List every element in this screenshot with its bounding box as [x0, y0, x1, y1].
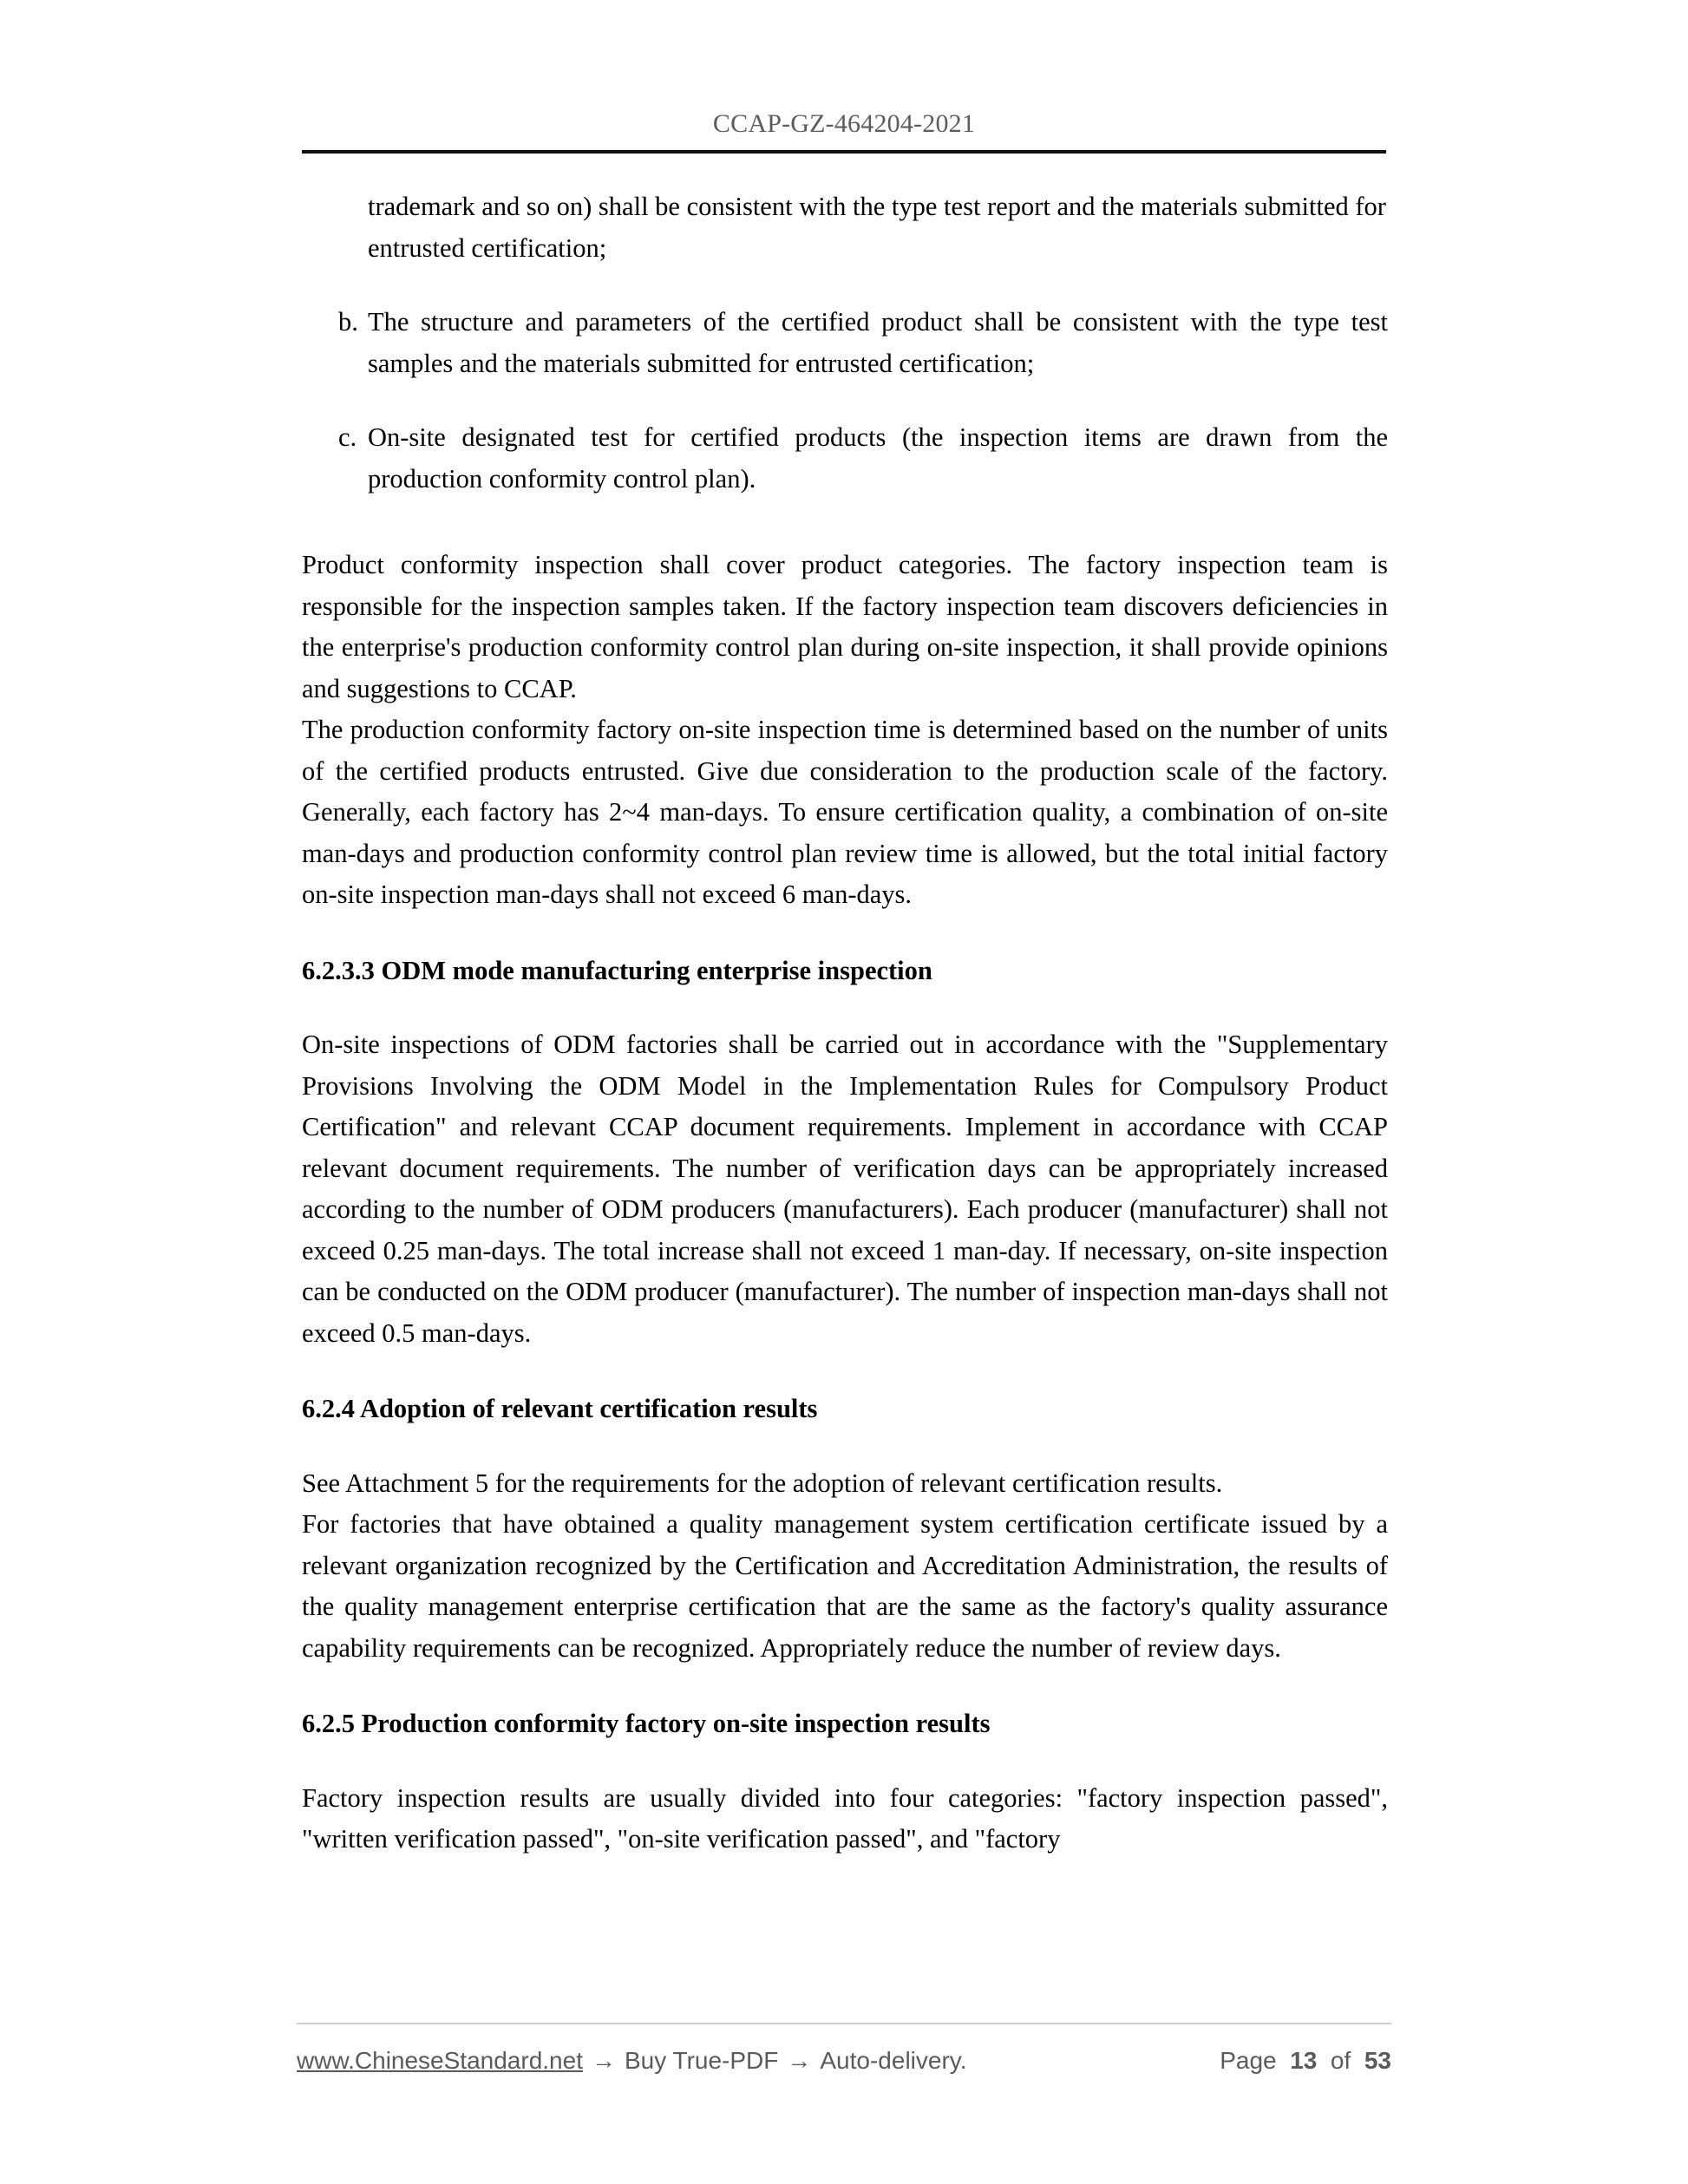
list-item [338, 302, 1388, 384]
list-item [338, 417, 1388, 500]
current-page-number: 13 [1290, 2047, 1318, 2074]
list-item-text: On-site designated test for certified products (the inspection items are drawn from the production conformity control plan). [368, 422, 1388, 494]
list-item-text: The structure and parameters of the certified product shall be consistent with the type test samples and the materials submitted for entrusted certification; [368, 307, 1388, 378]
list-item-marker: c. [338, 422, 357, 452]
heading-6-2-3-3: 6.2.3.3 ODM mode manufacturing enterprise inspection [302, 955, 932, 985]
arrow-right-icon: → [787, 2047, 812, 2074]
paragraph-inspection-time: The production conformity factory on-site inspection time is determined based on the number of units of the certified products entrusted. Give due consideration to the production scale of the factory. Generally, each factory has 2~4 man-days. To ensure certification quality, a combination of on-site man-days and production conformity control plan review time is allowed, but the total initial factory on-site inspection man-days shall not exceed 6 man-days. [302, 715, 1388, 909]
heading-6-2-4: 6.2.4 Adoption of relevant certification results [302, 1394, 818, 1423]
page-label: Page [1220, 2047, 1277, 2074]
document-body [302, 186, 1388, 1860]
page-footer [297, 2023, 1391, 2075]
footer-content [297, 2047, 1391, 2075]
lettered-list [302, 302, 1388, 500]
footer-divider [297, 2023, 1391, 2024]
page-of-label: of [1330, 2047, 1351, 2074]
page-indicator [1220, 2047, 1391, 2075]
list-item-marker: b. [338, 307, 358, 337]
page-header [302, 109, 1386, 154]
footer-delivery-text: Auto-delivery. [820, 2047, 967, 2074]
heading-6-2-5: 6.2.5 Production conformity factory on-site inspection results [302, 1709, 991, 1738]
paragraph-inspection-results: Factory inspection results are usually divided into four categories: "factory inspection passed", "written verification passed", "on-site verification passed", and "factory [302, 1782, 1388, 1854]
paragraph-quality-management: For factories that have obtained a quality management system certification certificate issued by a relevant organization recognized by the Certification and Accreditation Administration, the results of the quality management enterprise certification that are the same as the factory's quality assurance capability requirements can be recognized. Appropriately reduce the number of review days. [302, 1509, 1388, 1663]
paragraph-odm-inspections: On-site inspections of ODM factories shall be carried out in accordance with the "Supplementary Provisions Involving the ODM Model in the Implementation Rules for Compulsory Product Certification" and relevant CCAP document requirements. Implement in accordance with CCAP relevant document requirements. The number of verification days can be appropriately increased according to the number of ODM producers (manufacturers). Each producer (manufacturer) shall not exceed 0.25 man-days. The total increase shall not exceed 1 man-day. If necessary, on-site inspection can be conducted on the ODM producer (manufacturer). The number of inspection man-days shall not exceed 0.5 man-days. [302, 1030, 1388, 1348]
list-item-a-continuation-text: trademark and so on) shall be consistent with the type test report and the materials submitted for entrusted certification; [368, 192, 1386, 263]
paragraph-attachment-5: See Attachment 5 for the requirements for the adoption of relevant certification results. [302, 1468, 1223, 1498]
header-divider [302, 150, 1386, 154]
paragraph-product-conformity-inspection: Product conformity inspection shall cover product categories. The factory inspection team is responsible for the inspection samples taken. If the factory inspection team discovers deficiencies in the enterprise's production conformity control plan during on-site inspection, it shall provide opinions and suggestions to CCAP. [302, 550, 1388, 703]
list-item-a-continuation [368, 186, 1388, 269]
footer-website-link[interactable]: www.ChineseStandard.net [297, 2047, 583, 2074]
total-page-count: 53 [1364, 2047, 1391, 2074]
document-code: CCAP-GZ-464204-2021 [712, 109, 976, 138]
arrow-right-icon: → [591, 2047, 616, 2074]
footer-buy-text: Buy True-PDF [624, 2047, 779, 2074]
